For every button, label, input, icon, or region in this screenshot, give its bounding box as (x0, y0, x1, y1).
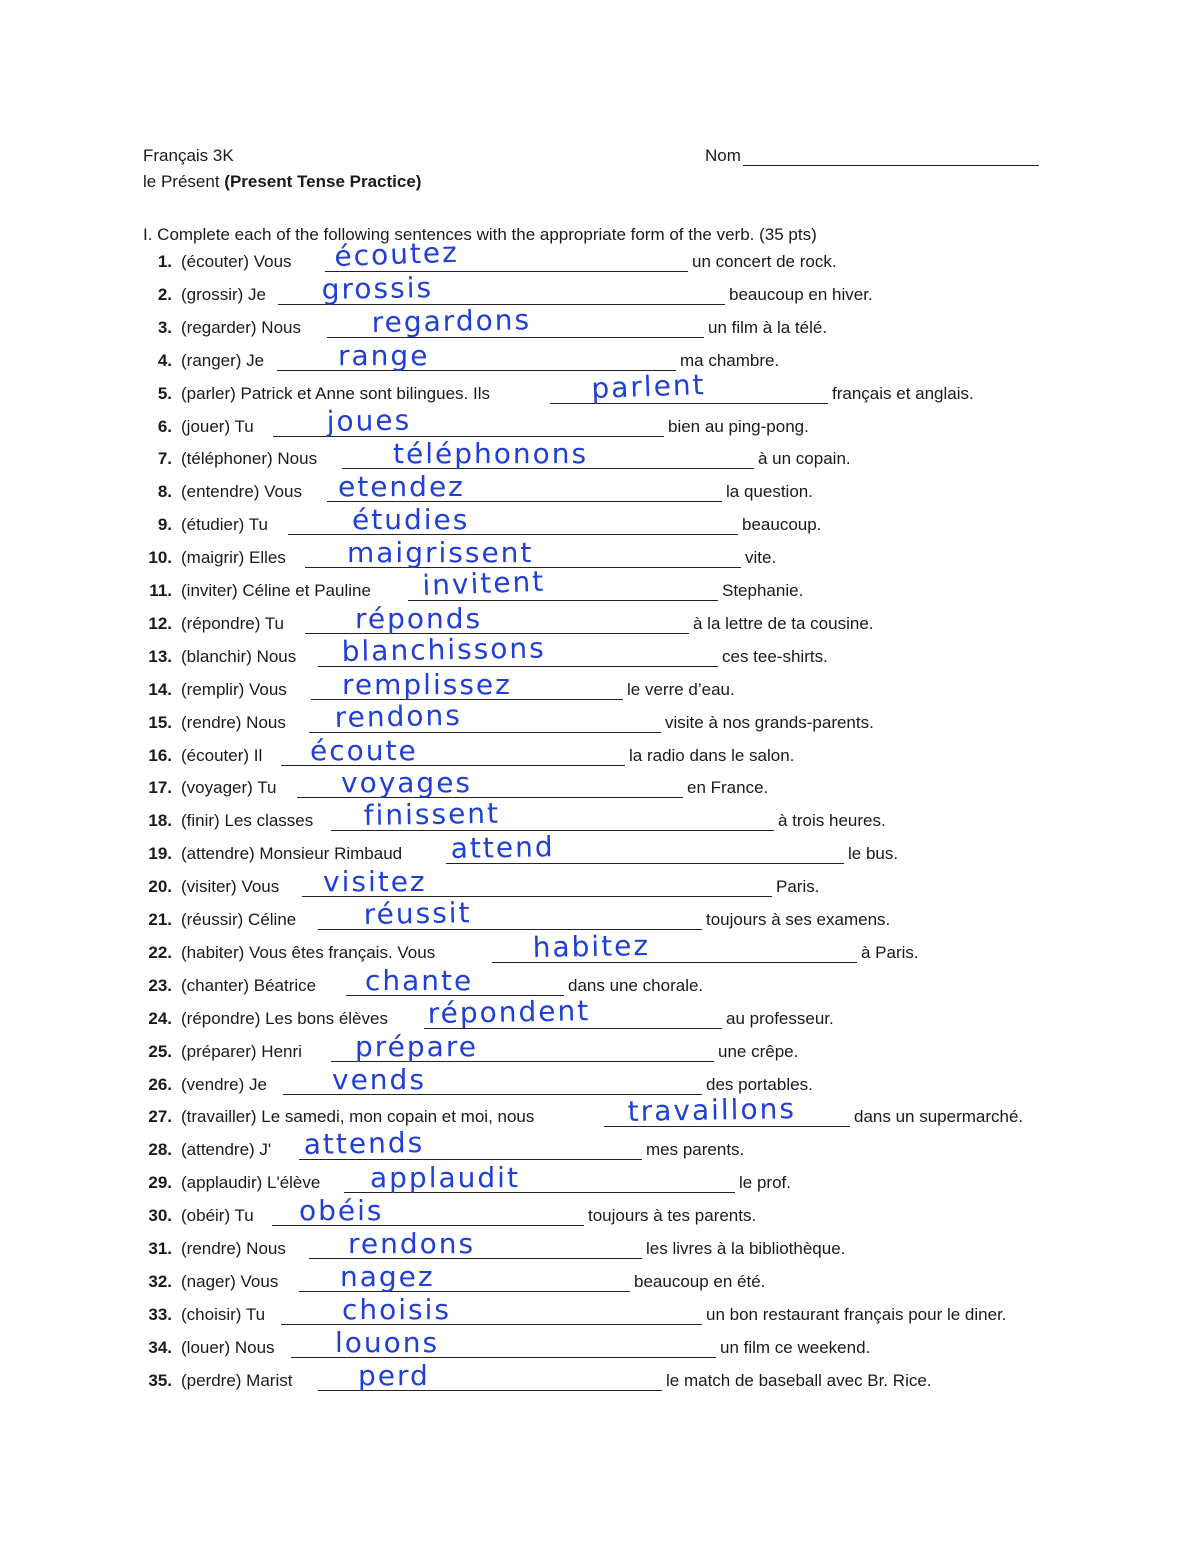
worksheet-topic (143, 172, 421, 192)
course-name: Français 3K (143, 146, 234, 165)
item-prompt: (inviter) Céline et Pauline (181, 581, 371, 600)
item-number: 6. (157, 416, 172, 436)
item-number: 27. (148, 1107, 172, 1127)
item-prompt: (préparer) Henri (181, 1041, 302, 1061)
handwritten-answer: attends (303, 1126, 425, 1162)
exercise-row (0, 403, 1200, 447)
exercise-row (0, 270, 1200, 315)
sentence-ending: un film à la télé. (708, 317, 828, 337)
exercise-row (0, 367, 1200, 414)
handwritten-answer: téléphonons (393, 437, 589, 471)
exercise-row (0, 437, 1200, 479)
sentence-ending: le match de baseball avec Br. Rice. (666, 1370, 932, 1390)
handwritten-answer: grossis (321, 270, 434, 306)
sentence-ending: beaucoup en hiver. (729, 284, 873, 304)
sentence-ending: dans un supermarché. (854, 1107, 1024, 1127)
exercise-row (0, 235, 1200, 282)
item-number: 9. (157, 515, 172, 535)
handwritten-answer: visitez (323, 865, 427, 899)
item-prompt: (vendre) Je (181, 1074, 267, 1094)
topic-plain: le Présent (143, 172, 220, 191)
item-prompt: (grossir) Je (181, 284, 267, 304)
item-number: 17. (148, 778, 172, 798)
sentence-ending: mes parents. (646, 1140, 745, 1160)
item-number: 22. (148, 942, 172, 962)
name-label: Nom (705, 146, 741, 165)
answer-blank[interactable] (277, 351, 676, 371)
item-prompt: (travailler) Le samedi, mon copain et moi, nous (181, 1107, 535, 1127)
item-prompt: (attendre) J' (181, 1140, 272, 1160)
sentence-ending: à la lettre de ta cousine. (693, 613, 874, 633)
topic-bold: (Present Tense Practice) (224, 172, 422, 191)
item-number: 15. (148, 712, 172, 732)
item-prompt: (téléphoner) Nous (181, 449, 318, 469)
handwritten-answer: invitent (421, 564, 546, 602)
exercise-row (0, 928, 1200, 973)
sentence-ending: une crêpe. (718, 1041, 799, 1061)
item-number: 1. (157, 252, 172, 271)
handwritten-answer: maigrissent (347, 536, 534, 570)
exercise-row (0, 667, 1200, 710)
handwritten-answer: réussit (363, 896, 472, 931)
item-prompt: (visiter) Vous (181, 877, 280, 897)
exercise-row (0, 698, 1200, 743)
item-prompt: (parler) Patrick et Anne sont bilingues. Ils (181, 383, 490, 403)
sentence-ending: le verre d’eau. (627, 679, 735, 699)
sentence-ending: dans une chorale. (568, 975, 704, 995)
exercise-row (0, 1358, 1200, 1401)
item-number: 10. (148, 548, 172, 568)
handwritten-answer: rendons (348, 1227, 476, 1260)
handwritten-answer: rendons (334, 698, 463, 734)
exercise-row (0, 993, 1200, 1039)
item-number: 32. (148, 1271, 172, 1291)
handwritten-answer: prépare (355, 1029, 478, 1063)
item-number: 14. (148, 679, 172, 699)
item-prompt: (écouter) Vous (181, 252, 292, 271)
sentence-ending: à un copain. (758, 449, 851, 469)
item-prompt: (nager) Vous (181, 1271, 279, 1291)
item-number: 25. (148, 1041, 172, 1061)
exercise-row (0, 564, 1200, 611)
handwritten-answer: range (338, 338, 430, 372)
handwritten-answer: nagez (340, 1259, 435, 1293)
item-number: 35. (148, 1370, 172, 1390)
exercise-row (0, 631, 1200, 677)
handwritten-answer: attend (450, 830, 555, 866)
sentence-ending: à trois heures. (778, 811, 886, 831)
item-prompt: (répondre) Tu (181, 613, 284, 633)
handwritten-answer: finissent (363, 796, 501, 833)
exercise-row (0, 766, 1200, 808)
item-prompt: (habiter) Vous êtes français. Vous (181, 942, 436, 962)
exercise-row (0, 796, 1200, 841)
sentence-ending: des portables. (706, 1074, 813, 1094)
sentence-ending: toujours à tes parents. (588, 1206, 757, 1226)
item-number: 29. (148, 1173, 172, 1193)
item-number: 13. (148, 646, 172, 666)
item-number: 23. (148, 975, 172, 995)
handwritten-answer: travaillons (627, 1092, 797, 1129)
handwritten-answer: chante (365, 963, 474, 997)
exercise-row (0, 1194, 1200, 1236)
exercise-row (0, 830, 1200, 874)
sentence-ending: Paris. (776, 877, 820, 897)
exercise-row (0, 1227, 1200, 1269)
handwritten-answer: etendez (338, 470, 465, 504)
sentence-ending: vite. (745, 548, 777, 568)
name-field (705, 146, 1039, 166)
exercise-row (0, 1292, 1200, 1335)
item-number: 34. (148, 1337, 172, 1357)
item-number: 24. (148, 1008, 172, 1028)
item-number: 30. (148, 1206, 172, 1226)
item-prompt: (rendre) Nous (181, 1239, 286, 1258)
handwritten-answer: réponds (355, 601, 483, 635)
item-number: 4. (157, 350, 172, 370)
item-number: 19. (148, 844, 172, 864)
item-prompt: (choisir) Tu (181, 1304, 266, 1324)
exercise-row (0, 1029, 1200, 1072)
item-prompt: (jouer) Tu (181, 416, 254, 436)
sentence-ending: beaucoup en été. (634, 1271, 766, 1291)
item-prompt: (perdre) Marist (181, 1370, 293, 1390)
item-prompt: (attendre) Monsieur Rimbaud (181, 844, 403, 864)
item-prompt: (réussir) Céline (181, 910, 297, 929)
item-number: 5. (157, 383, 172, 403)
handwritten-answer: voyages (341, 766, 473, 800)
sentence-ending: un film ce weekend. (720, 1337, 871, 1357)
handwritten-answer: remplissez (342, 667, 512, 701)
item-prompt: (rendre) Nous (181, 712, 286, 732)
item-number: 2. (157, 284, 172, 304)
sentence-ending: bien au ping-pong. (668, 416, 809, 436)
sentence-ending: toujours à ses examens. (706, 910, 891, 929)
sentence-ending: un concert de rock. (692, 252, 837, 271)
item-number: 28. (148, 1140, 172, 1160)
exercise-row (0, 1325, 1200, 1368)
item-prompt: (étudier) Tu (181, 515, 268, 535)
handwritten-answer: habitez (532, 928, 651, 964)
exercise-row (0, 303, 1200, 348)
sentence-ending: au professeur. (726, 1008, 834, 1028)
item-number: 31. (148, 1239, 172, 1258)
sentence-ending: visite à nos grands-parents. (665, 712, 874, 732)
item-number: 26. (148, 1074, 172, 1094)
handwritten-answer: obéis (299, 1194, 384, 1228)
exercise-row (0, 1259, 1200, 1302)
item-number: 12. (148, 613, 172, 633)
item-number: 33. (148, 1304, 172, 1324)
instructions: I. Complete each of the following sentences with the appropriate form of the verb. (35 pts) (143, 225, 817, 244)
sentence-ending: la radio dans le salon. (629, 745, 795, 765)
exercise-row (0, 865, 1200, 907)
sentence-ending: à Paris. (861, 942, 919, 962)
sentence-ending: un bon restaurant français pour le diner. (706, 1304, 1007, 1324)
item-prompt: (regarder) Nous (181, 317, 301, 337)
handwritten-answer: regardons (371, 303, 532, 339)
handwritten-answer: choisis (342, 1292, 452, 1326)
exercise-row (0, 1062, 1200, 1105)
item-number: 18. (148, 811, 172, 831)
handwritten-answer: blanchissons (341, 631, 547, 668)
handwritten-answer: joues (326, 403, 412, 438)
handwritten-answer: parlent (590, 367, 707, 405)
item-number: 20. (148, 877, 172, 897)
sentence-ending: la question. (726, 482, 813, 502)
item-prompt: (entendre) Vous (181, 482, 302, 502)
sentence-ending: en France. (687, 778, 769, 798)
exercise-row (0, 470, 1200, 512)
handwritten-answer: répondent (427, 993, 591, 1030)
handwritten-answer: étudies (352, 503, 470, 537)
sentence-ending: le prof. (739, 1173, 791, 1193)
exercise-row (0, 536, 1200, 578)
item-number: 16. (148, 745, 172, 765)
item-prompt: (applaudir) L'élève (181, 1173, 321, 1193)
item-number: 11. (149, 581, 172, 600)
item-prompt: (remplir) Vous (181, 679, 287, 699)
item-prompt: (maigrir) Elles (181, 548, 286, 568)
course-title (143, 146, 234, 166)
exercise-row (0, 733, 1200, 776)
exercise-row (0, 1126, 1200, 1170)
handwritten-answer: perd (358, 1358, 430, 1392)
item-prompt: (obéir) Tu (181, 1206, 254, 1226)
handwritten-answer: écoute (310, 733, 418, 767)
handwritten-answer: écoutez (333, 235, 460, 273)
exercise-row (0, 1092, 1200, 1137)
item-prompt: (finir) Les classes (181, 811, 314, 831)
name-blank[interactable] (743, 149, 1039, 166)
sentence-ending: les livres à la bibliothèque. (646, 1239, 846, 1258)
sentence-ending: beaucoup. (742, 515, 822, 535)
item-prompt: (blanchir) Nous (181, 646, 297, 666)
item-number: 7. (157, 449, 172, 469)
exercise-row (0, 963, 1200, 1006)
item-prompt: (écouter) Il (181, 745, 263, 765)
handwritten-answer: vends (332, 1062, 426, 1096)
item-prompt: (répondre) Les bons élèves (181, 1008, 388, 1028)
item-prompt: (voyager) Tu (181, 778, 277, 798)
handwritten-answer: applaudit (370, 1161, 520, 1195)
item-prompt: (ranger) Je (181, 350, 265, 370)
sentence-ending: ma chambre. (680, 350, 780, 370)
item-number: 8. (157, 482, 172, 502)
sentence-ending: français et anglais. (832, 383, 974, 403)
item-prompt: (louer) Nous (181, 1337, 275, 1357)
exercise-row (0, 503, 1200, 545)
sentence-ending: Stephanie. (722, 581, 804, 600)
exercise-row (0, 601, 1200, 644)
item-prompt: (chanter) Béatrice (181, 975, 317, 995)
exercise-row (0, 1161, 1200, 1203)
item-number: 21. (148, 910, 172, 929)
sentence-ending: le bus. (848, 844, 899, 864)
handwritten-answer: louons (335, 1325, 440, 1359)
item-number: 3. (157, 317, 172, 337)
sentence-ending: ces tee-shirts. (722, 646, 828, 666)
